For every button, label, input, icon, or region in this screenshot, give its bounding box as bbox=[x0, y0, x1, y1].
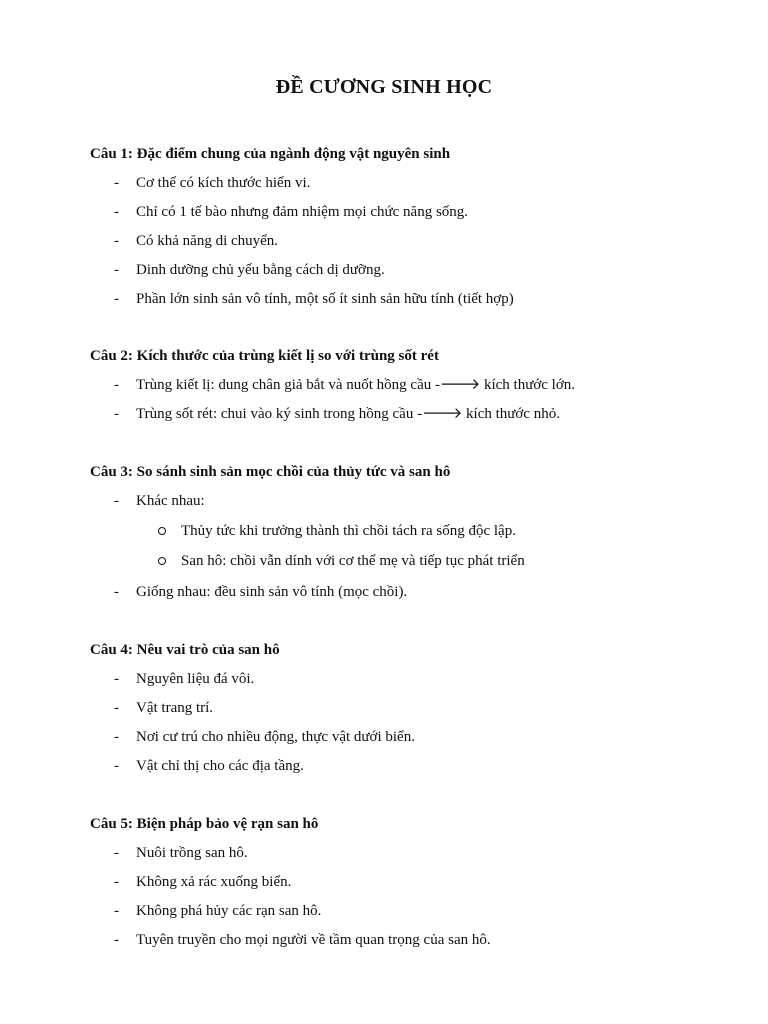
list-item bbox=[90, 231, 730, 251]
question-heading: Câu 5: Biện pháp bảo vệ rạn san hô bbox=[90, 816, 319, 832]
dash-bullet: - bbox=[114, 584, 119, 600]
list-item-text: Khác nhau: bbox=[136, 493, 205, 509]
list-item bbox=[90, 404, 730, 424]
dash-bullet: - bbox=[114, 204, 119, 220]
list-item-text: Cơ thể có kích thước hiển vi. bbox=[136, 175, 311, 191]
dash-bullet: - bbox=[114, 406, 119, 422]
answer-list bbox=[90, 375, 730, 424]
document-title: ĐỀ CƯƠNG SINH HỌC bbox=[275, 76, 493, 98]
dash-bullet: - bbox=[114, 233, 119, 249]
list-item-text: Nuôi trồng san hô. bbox=[136, 845, 248, 861]
section-question-4 bbox=[90, 640, 730, 776]
dash-bullet: - bbox=[114, 493, 119, 509]
list-item-text: Trùng sốt rét: chui vào ký sinh trong hồng cầu -🡒 kích thước nhỏ. bbox=[136, 406, 561, 422]
dash-bullet: - bbox=[114, 903, 119, 919]
dash-bullet: - bbox=[114, 175, 119, 191]
answer-list bbox=[90, 173, 730, 309]
list-item bbox=[90, 727, 730, 747]
list-item bbox=[90, 669, 730, 689]
dash-bullet: - bbox=[114, 291, 119, 307]
dash-bullet: - bbox=[114, 262, 119, 278]
dash-bullet: - bbox=[114, 932, 119, 948]
dash-bullet: - bbox=[114, 729, 119, 745]
list-item bbox=[90, 491, 730, 511]
list-item bbox=[90, 930, 730, 950]
list-item bbox=[90, 901, 730, 921]
list-item-text: Có khả năng di chuyển. bbox=[136, 233, 279, 249]
list-item-text: Tuyên truyền cho mọi người về tầm quan trọng của san hô. bbox=[136, 932, 491, 948]
question-heading: Câu 3: So sánh sinh sản mọc chồi của thủy tức và san hô bbox=[90, 464, 451, 480]
dash-bullet: - bbox=[114, 700, 119, 716]
list-item-text: Nguyên liệu đá vôi. bbox=[136, 671, 255, 687]
list-item bbox=[90, 202, 730, 222]
section-question-3 bbox=[90, 462, 730, 602]
list-item-text: Chỉ có 1 tế bào nhưng đảm nhiệm mọi chức năng sống. bbox=[136, 204, 469, 220]
section-question-5 bbox=[90, 814, 730, 950]
answer-list bbox=[90, 669, 730, 776]
section-question-2 bbox=[90, 346, 730, 424]
list-item bbox=[90, 872, 730, 892]
list-item-text: Vật chỉ thị cho các địa tầng. bbox=[136, 758, 304, 774]
list-item-text: Dinh dưỡng chủ yếu bằng cách dị dưỡng. bbox=[136, 262, 385, 278]
sub-list-item-text: Thủy tức khi trưởng thành thì chồi tách ra sống độc lập. bbox=[181, 523, 516, 539]
dash-bullet: - bbox=[114, 845, 119, 861]
list-item bbox=[90, 582, 730, 602]
answer-list bbox=[90, 491, 730, 511]
dash-bullet: - bbox=[114, 874, 119, 890]
list-item-text: Vật trang trí. bbox=[136, 700, 214, 716]
list-item-text: Trùng kiết lị: dung chân giả bắt và nuốt hồng cầu -🡒 kích thước lớn. bbox=[136, 377, 576, 393]
list-item bbox=[90, 289, 730, 309]
question-heading: Câu 1: Đặc điểm chung của ngành động vật nguyên sinh bbox=[90, 146, 451, 162]
answer-list-continued bbox=[90, 582, 730, 602]
list-item-text: Nơi cư trú cho nhiều động, thực vật dưới biển. bbox=[136, 729, 415, 745]
sub-list-item bbox=[90, 521, 730, 541]
circle-bullet-icon bbox=[158, 527, 166, 535]
list-item bbox=[90, 260, 730, 280]
question-heading: Câu 2: Kích thước của trùng kiết lị so với trùng sốt rét bbox=[90, 348, 439, 364]
section-question-1 bbox=[90, 144, 730, 309]
list-item bbox=[90, 698, 730, 718]
sub-list-item bbox=[90, 551, 730, 571]
list-item bbox=[90, 843, 730, 863]
list-item-text: Không phá hủy các rạn san hô. bbox=[136, 903, 322, 919]
list-item bbox=[90, 375, 730, 395]
dash-bullet: - bbox=[114, 671, 119, 687]
list-item-text: Không xả rác xuống biển. bbox=[136, 874, 292, 890]
list-item-text: Giống nhau: đều sinh sản vô tính (mọc chồi). bbox=[136, 584, 408, 600]
answer-list bbox=[90, 843, 730, 950]
question-heading: Câu 4: Nêu vai trò của san hô bbox=[90, 642, 280, 658]
list-item-text: Phần lớn sinh sản vô tính, một số ít sinh sản hữu tính (tiết hợp) bbox=[136, 291, 514, 307]
list-item bbox=[90, 756, 730, 776]
sub-answer-list bbox=[90, 521, 730, 571]
list-item bbox=[90, 173, 730, 193]
circle-bullet-icon bbox=[158, 557, 166, 565]
dash-bullet: - bbox=[114, 758, 119, 774]
dash-bullet: - bbox=[114, 377, 119, 393]
sub-list-item-text: San hô: chồi vẫn dính với cơ thể mẹ và tiếp tục phát triển bbox=[181, 553, 525, 569]
